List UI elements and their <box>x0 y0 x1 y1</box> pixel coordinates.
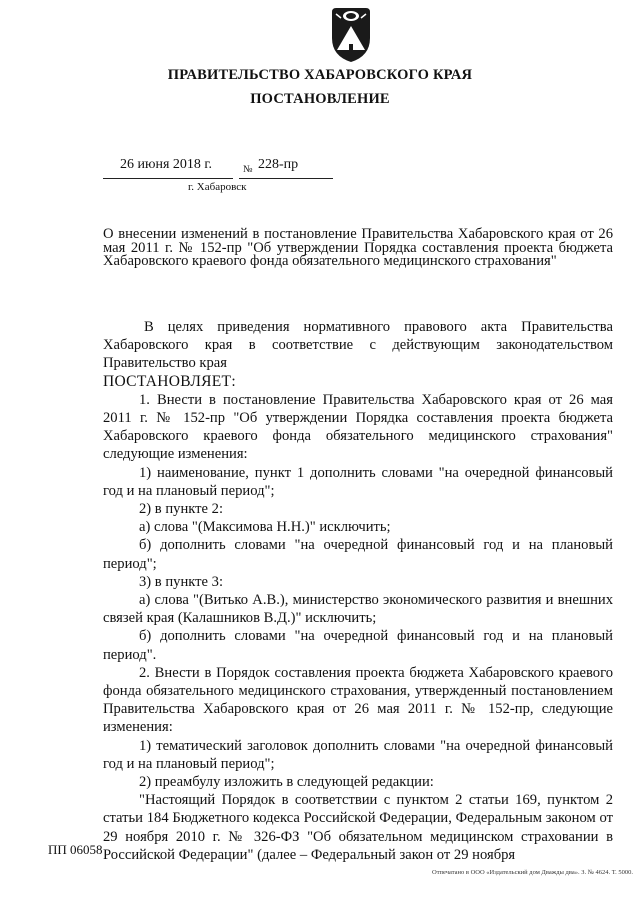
paragraph-1-3a: а) слова "(Витько А.В.), министерство экономического развития и внешних связей края (Калашников В.Д.)" исключить; <box>103 592 613 627</box>
paragraph-2: 2. Внести в Порядок составления проекта бюджета Хабаровского краевого фонда обязательного медицинского страхования, утвержденный постановлением Правительства Хабаровского края от 26 мая 2011 г. № 152-пр, следующие изменения: <box>103 664 613 736</box>
intro-paragraph: В целях приведения нормативного правового акта Правительства Хабаровского края в соответствие с действующим законодательством Правительство края <box>103 319 613 372</box>
paragraph-1-3b: б) дополнить словами "на очередной финансовый год и на плановый период". <box>103 628 613 663</box>
government-title: ПРАВИТЕЛЬСТВО ХАБАРОВСКОГО КРАЯ <box>167 67 473 83</box>
document-subject: О внесении изменений в постановление Правительства Хабаровского края от 26 мая 2011 г. № 152-пр "Об утверждении Порядка составления проекта бюджета Хабаровского краевого фонда обязательного медицинского страхования" <box>103 226 613 269</box>
paragraph-2-2: 2) преамбулу изложить в следующей редакции: <box>139 774 434 791</box>
number-sign: № <box>243 164 253 175</box>
document-number: 228-пр <box>258 157 299 172</box>
paragraph-1: 1. Внести в постановление Правительства Хабаровского края от 26 мая 2011 г. № 152-пр "Об утверждении Порядка составления проекта бюджета Хабаровского краевого фонда обязательного медицинского страхования" следующие изменения: <box>103 391 613 463</box>
paragraph-1-3: 3) в пункте 3: <box>139 573 224 590</box>
paragraph-1-1: 1) наименование, пункт 1 дополнить словами "на очередной финансовый год и на плановый период"; <box>103 464 613 499</box>
number-underline <box>239 178 333 179</box>
coat-of-arms-icon <box>327 4 375 64</box>
decree-word: ПОСТАНОВЛЯЕТ: <box>103 372 236 390</box>
paragraph-1-2: 2) в пункте 2: <box>139 501 224 518</box>
paragraph-2-quote: "Настоящий Порядок в соответствии с пунктом 2 статьи 169, пунктом 2 статьи 184 Бюджетного кодекса Российской Федерации, Федеральным законом от 29 ноября 2010 г. № 326-ФЗ "Об обязательном медицинском страховании в Российской Федерации" (далее – Федеральный закон от 29 ноября <box>103 792 613 863</box>
document-type: ПОСТАНОВЛЕНИЕ <box>250 91 390 107</box>
publisher-note: Отпечатано в ООО «Издательский дом Дважды два». З. № 4624. Т. 5000. <box>432 869 633 876</box>
paragraph-1-2b: б) дополнить словами "на очередной финансовый год и на плановый период"; <box>103 537 613 572</box>
paragraph-2-1: 1) тематический заголовок дополнить словами "на очередной финансовый год и на плановый период"; <box>103 737 613 772</box>
document-body <box>103 318 613 864</box>
paragraph-1-2a: а) слова "(Максимова Н.Н.)" исключить; <box>139 519 391 536</box>
city: г. Хабаровск <box>188 181 247 193</box>
document-code: ПП 06058 <box>48 842 103 857</box>
document-date: 26 июня 2018 г. <box>120 157 213 172</box>
date-underline <box>103 178 233 179</box>
